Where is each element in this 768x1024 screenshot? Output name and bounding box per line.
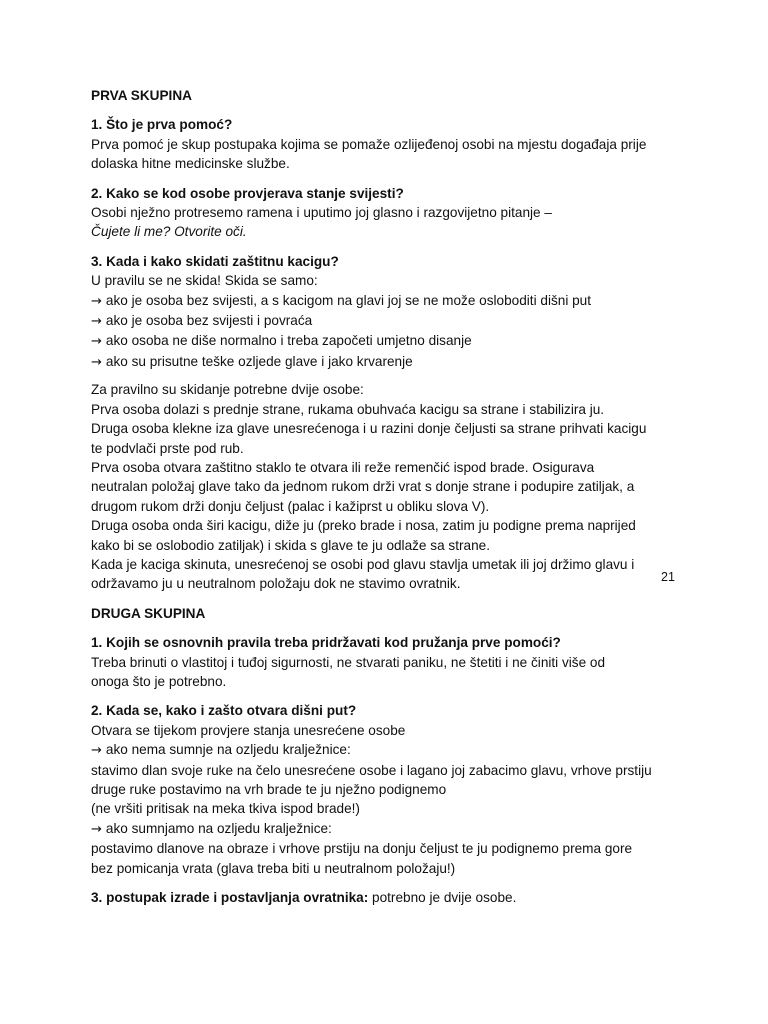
section-title-group2: DRUGA SKUPINA <box>91 605 206 621</box>
question-block-4 <box>91 633 691 691</box>
bullet-item: → ako osoba ne diše normalno i treba započeti umjetno disanje <box>91 333 472 350</box>
question-heading: 1. Što je prva pomoć? <box>91 117 233 133</box>
paragraph-line: Prva osoba otvara zaštitno staklo te otvara ili reže remenčić ispod brade. Osigurava <box>91 459 595 475</box>
question-block-3 <box>91 252 691 594</box>
paragraph-line: drugom rukom drži donju čeljust (palac i kažiprst u obliku slova V). <box>91 498 490 514</box>
answer-line: Osobi nježno protresemo ramena i uputimo joj glasno i razgovijetno pitanje – <box>91 205 552 221</box>
answer-line: dolaska hitne medicinske službe. <box>91 156 290 172</box>
question-block-2 <box>91 184 691 242</box>
paragraph-line: održavamo ju u neutralnom položaju dok ne stavimo ovratnik. <box>91 576 461 592</box>
answer-inline: potrebno je dvije osobe. <box>368 890 517 906</box>
question-line <box>91 888 691 907</box>
question-heading: 2. Kako se kod osobe provjerava stanje svijesti? <box>91 185 404 201</box>
answer-line: stavimo dlan svoje ruke na čelo unesrećene osobe i lagano joj zabacimo glavu, vrhove prstiju <box>91 762 652 778</box>
bullet-item: → ako je osoba bez svijesti, a s kacigom na glavi joj se ne može osloboditi dišni put <box>91 292 592 309</box>
answer-line: Treba brinuti o vlastitoj i tuđoj sigurnosti, ne stvarati paniku, ne štetiti i ne činiti više od <box>91 654 606 670</box>
arrow-right-icon: → <box>91 334 102 350</box>
paragraph-line: Prva osoba dolazi s prednje strane, rukama obuhvaća kacigu sa strane i stabilizira ju. <box>91 401 605 417</box>
arrow-right-icon: → <box>91 821 102 837</box>
answer-line: bez pomicanja vrata (glava treba biti u neutralnom položaju!) <box>91 860 456 876</box>
paragraph-line: Kada je kaciga skinuta, unesrećenoj se osobi pod glavu stavlja umetak ili joj držimo glavu i <box>91 556 635 572</box>
bullet-item: → ako sumnjamo na ozljedu kralježnice: <box>91 820 332 837</box>
answer-line: druge ruke postavimo na vrh brade te ju nježno podignemo <box>91 782 447 797</box>
answer-line: U pravilu se ne skida! Skida se samo: <box>91 273 318 289</box>
bullet-item: → ako nema sumnje na ozljedu kralježnice: <box>91 742 351 759</box>
paragraph-line: Druga osoba klekne iza glave unesrećenoga i u razini donje čeljusti sa strane prihvati kacigu <box>91 421 647 437</box>
question-block-5 <box>91 701 691 878</box>
arrow-right-icon: → <box>91 314 102 330</box>
question-heading: 1. Kojih se osnovnih pravila treba pridržavati kod pružanja prve pomoći? <box>91 635 561 651</box>
bullet-item: → ako su prisutne teške ozljede glave i jako krvarenje <box>91 353 413 370</box>
arrow-right-icon: → <box>91 743 102 759</box>
page-number: 21 <box>661 570 675 584</box>
bullet-item: → ako je osoba bez svijesti i povraća <box>91 313 313 330</box>
question-heading: 3. Kada i kako skidati zaštitnu kacigu? <box>91 253 339 269</box>
arrow-right-icon: → <box>91 293 102 309</box>
section-title-group1: PRVA SKUPINA <box>91 88 192 103</box>
answer-line: (ne vršiti pritisak na meka tkiva ispod brade!) <box>91 801 360 817</box>
question-heading: 3. postupak izrade i postavljanja ovratnika: <box>91 890 369 906</box>
paragraph-line: neutralan položaj glave tako da jednom rukom drži vrat s donje strane i podupire zatiljak, a <box>91 479 635 495</box>
answer-line: onoga što je potrebno. <box>91 673 227 689</box>
answer-line: Prva pomoć je skup postupaka kojima se pomaže ozlijeđenoj osobi na mjestu događaja prije <box>91 136 647 152</box>
answer-line: Otvara se tijekom provjere stanja unesrećene osobe <box>91 722 406 738</box>
answer-line: postavimo dlanove na obraze i vrhove prstiju na donju čeljust te ju podignemo prema gore <box>91 841 633 857</box>
document-content <box>91 86 691 917</box>
question-block-1 <box>91 115 691 173</box>
paragraph-line: kako bi se oslobodio zatiljak) i skida s glave te ju odlaže sa strane. <box>91 537 490 553</box>
arrow-right-icon: → <box>91 354 102 370</box>
paragraph-line: Za pravilno su skidanje potrebne dvije osobe: <box>91 382 364 398</box>
paragraph-line: te podvlači prste pod rub. <box>91 440 244 456</box>
answer-line-italic: Čujete li me? Otvorite oči. <box>91 224 247 240</box>
question-heading: 2. Kada se, kako i zašto otvara dišni put? <box>91 703 357 719</box>
question-block-6 <box>91 888 691 907</box>
paragraph-line: Druga osoba onda širi kacigu, diže ju (preko brade i nosa, zatim ju podigne prema naprijed <box>91 518 636 534</box>
